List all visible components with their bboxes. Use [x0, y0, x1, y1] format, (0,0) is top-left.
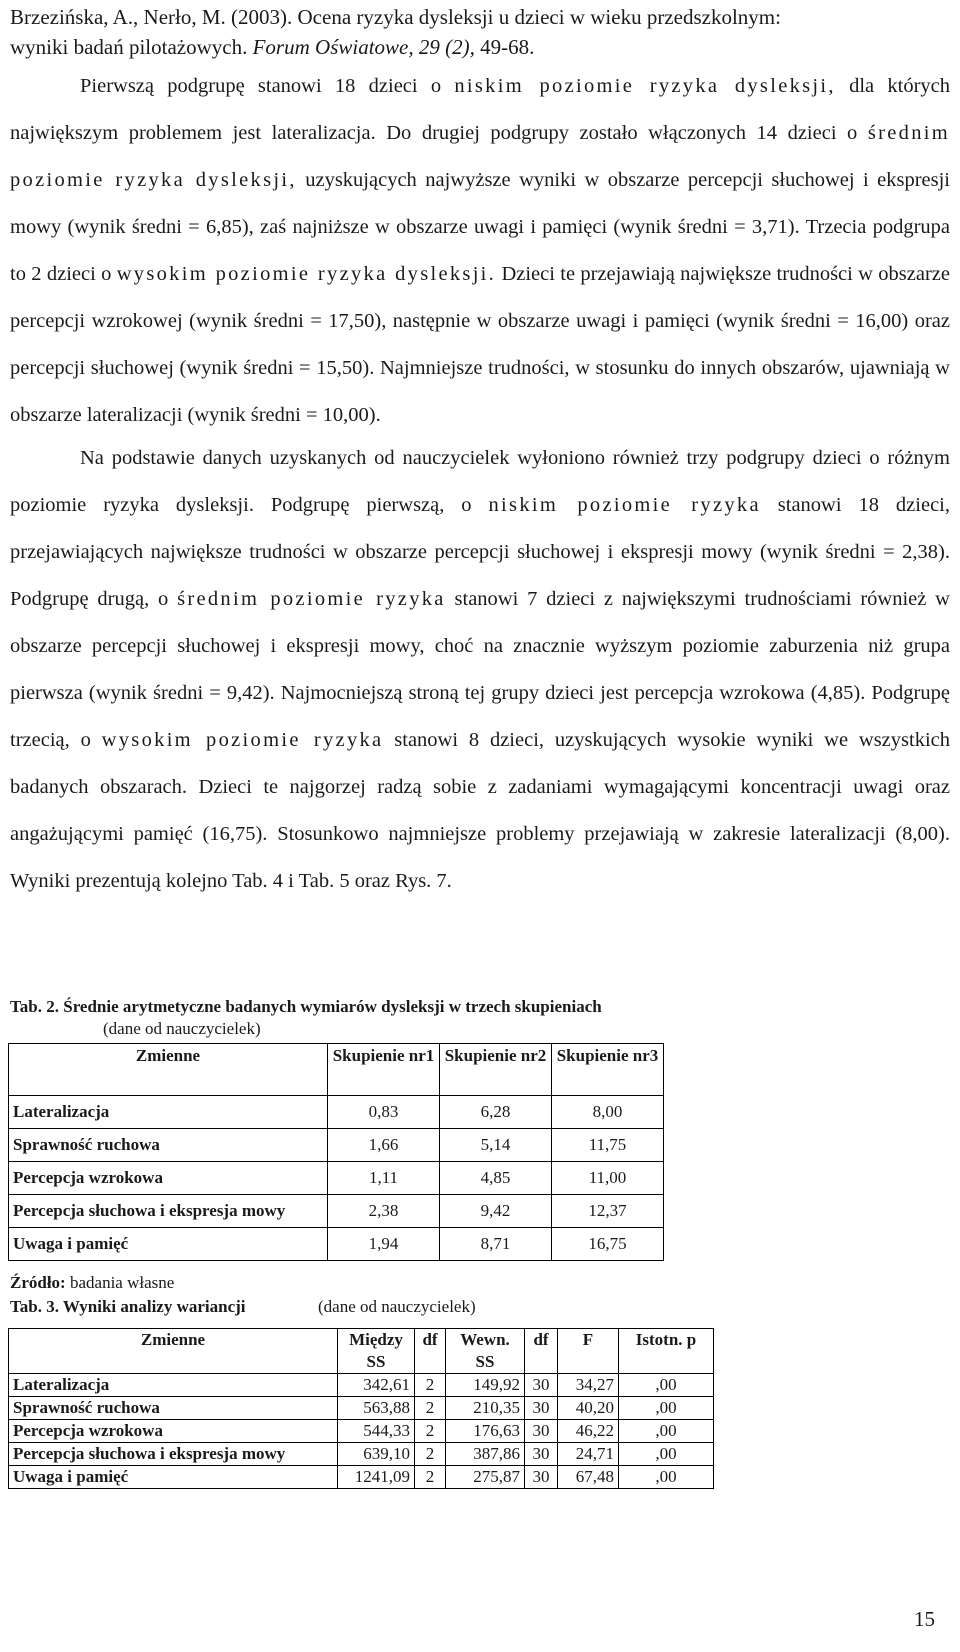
table-cell: 1,66 [328, 1129, 440, 1162]
table-cell: 12,37 [552, 1195, 664, 1228]
table-cell: ,00 [619, 1466, 714, 1489]
table-cell: 5,14 [440, 1129, 552, 1162]
table-cell: 30 [525, 1397, 558, 1420]
table-cell: 387,86 [446, 1443, 525, 1466]
table-2 [8, 1043, 664, 1261]
table-cell: 639,10 [338, 1443, 415, 1466]
table-cell: 11,75 [552, 1129, 664, 1162]
table-cell: 2 [415, 1374, 446, 1397]
table-cell: 67,48 [558, 1466, 619, 1489]
table-cell: ,00 [619, 1443, 714, 1466]
table-row [9, 1443, 714, 1466]
table-header-cell: Skupienie nr2 [440, 1044, 552, 1096]
table-cell: 4,85 [440, 1162, 552, 1195]
table-cell: 34,27 [558, 1374, 619, 1397]
table-row [9, 1162, 664, 1195]
table-cell: 8,71 [440, 1228, 552, 1261]
table-cell: Uwaga i pamięć [9, 1228, 328, 1261]
table-cell: 210,35 [446, 1397, 525, 1420]
table-3-subtitle: (dane od nauczycielek) [318, 1297, 476, 1316]
table-cell: 2 [415, 1466, 446, 1489]
table-cell: 2 [415, 1443, 446, 1466]
table-cell: Lateralizacja [9, 1096, 328, 1129]
table-cell: 176,63 [446, 1420, 525, 1443]
table-header-row [9, 1044, 664, 1096]
citation-line-1: Brzezińska, A., Nerło, M. (2003). Ocena ryzyka dysleksji u dzieci w wieku przedszkolnym: [10, 5, 781, 29]
table-cell: Percepcja wzrokowa [9, 1420, 338, 1443]
table-cell: 342,61 [338, 1374, 415, 1397]
table-2-subtitle: (dane od nauczycielek) [103, 1019, 261, 1038]
table-cell: Uwaga i pamięć [9, 1466, 338, 1489]
table-cell: 2,38 [328, 1195, 440, 1228]
table-header-cell: df [525, 1329, 558, 1374]
table-cell: Sprawność ruchowa [9, 1129, 328, 1162]
table-cell: Sprawność ruchowa [9, 1397, 338, 1420]
table-row [9, 1228, 664, 1261]
table-cell: 8,00 [552, 1096, 664, 1129]
table-header-cell: Skupienie nr1 [328, 1044, 440, 1096]
table-cell: 11,00 [552, 1162, 664, 1195]
table-cell: 16,75 [552, 1228, 664, 1261]
table-header-cell: Między SS [338, 1329, 415, 1374]
table-row [9, 1466, 714, 1489]
citation-journal: Forum Oświatowe, 29 (2), [252, 35, 475, 59]
table-row [9, 1420, 714, 1443]
table-cell: 0,83 [328, 1096, 440, 1129]
table-cell: 46,22 [558, 1420, 619, 1443]
table-row [9, 1195, 664, 1228]
source-label: Źródło: [10, 1273, 66, 1292]
table-cell: 1,94 [328, 1228, 440, 1261]
table-header-row [9, 1329, 714, 1374]
paragraph-1: Pierwszą podgrupę stanowi 18 dzieci o niskim poziomie ryzyka dysleksji, dla których największym problemem jest lateralizacja. Do drugiej podgrupy zostało włączonych 14 dzieci o średnim poziomie ryzyka dysleksji, uzyskujących najwyższe wyniki w obszarze percepcji słuchowej i ekspresji mowy (wynik średni = 6,85), zaś najniższe w obszarze uwagi i pamięci (wynik średni = 3,71). Trzecia podgrupa to 2 dzieci o wysokim poziomie ryzyka dysleksji. Dzieci te przejawiają największe trudności w obszarze percepcji wzrokowej (wynik średni = 17,50), następnie w obszarze uwagi i pamięci (wynik średni = 16,00) oraz percepcji słuchowej (wynik średni = 15,50). Najmniejsze trudności, w stosunku do innych obszarów, ujawniają w obszarze lateralizacji (wynik średni = 10,00). [10, 75, 951, 426]
table-header-cell: df [415, 1329, 446, 1374]
table-cell: Percepcja wzrokowa [9, 1162, 328, 1195]
table-cell: 6,28 [440, 1096, 552, 1129]
source-text: badania własne [69, 1273, 175, 1292]
table-cell: 544,33 [338, 1420, 415, 1443]
table-cell: 9,42 [440, 1195, 552, 1228]
table-cell: 2 [415, 1397, 446, 1420]
table-cell: Lateralizacja [9, 1374, 338, 1397]
citation-line-2 [10, 32, 950, 62]
table-row [9, 1397, 714, 1420]
table-cell: 1241,09 [338, 1466, 415, 1489]
table-header-cell: Skupienie nr3 [552, 1044, 664, 1096]
table-row [9, 1096, 664, 1129]
table-header-cell: Istotn. p [619, 1329, 714, 1374]
table-3 [8, 1328, 714, 1489]
table-cell: 40,20 [558, 1397, 619, 1420]
table-cell: 2 [415, 1420, 446, 1443]
table-cell: ,00 [619, 1420, 714, 1443]
table-3-title: Tab. 3. Wyniki analizy wariancji [10, 1297, 246, 1316]
table-row [9, 1129, 664, 1162]
table-header-cell: Zmienne [9, 1329, 338, 1374]
table-cell: 563,88 [338, 1397, 415, 1420]
citation-header [10, 2, 950, 62]
table-cell: 275,87 [446, 1466, 525, 1489]
table-cell: Percepcja słuchowa i ekspresja mowy [9, 1443, 338, 1466]
table-header-cell: Zmienne [9, 1044, 328, 1096]
table-cell: Percepcja słuchowa i ekspresja mowy [9, 1195, 328, 1228]
table-cell: ,00 [619, 1374, 714, 1397]
table-cell: 149,92 [446, 1374, 525, 1397]
table-cell: 1,11 [328, 1162, 440, 1195]
table-header-cell: Wewn. SS [446, 1329, 525, 1374]
table-cell: 30 [525, 1443, 558, 1466]
citation-title: wyniki badań pilotażowych. [10, 35, 248, 59]
table-cell: 30 [525, 1420, 558, 1443]
table-header-cell: F [558, 1329, 619, 1374]
citation-pages: 49-68. [480, 35, 535, 59]
table-cell: ,00 [619, 1397, 714, 1420]
page-number: 15 [914, 1607, 935, 1631]
source-note [10, 1273, 174, 1293]
table-row [9, 1374, 714, 1397]
paragraph-2: Na podstawie danych uzyskanych od nauczycielek wyłoniono również trzy podgrupy dzieci o różnym poziomie ryzyka dysleksji. Podgrupę pierwszą, o niskim poziomie ryzyka stanowi 18 dzieci, przejawiających największe trudności w obszarze percepcji słuchowej i ekspresji mowy (wynik średni = 2,38). Podgrupę drugą, o średnim poziomie ryzyka stanowi 7 dzieci z największymi trudnościami również w obszarze percepcji słuchowej i ekspresji mowy, choć na znacznie wyższym poziomie zaburzenia niż grupa pierwsza (wynik średni = 9,42). Najmocniejszą stroną tej grupy dzieci jest percepcja wzrokowa (4,85). Podgrupę trzecią, o wysokim poziomie ryzyka stanowi 8 dzieci, uzyskujących wysokie wyniki we wszystkich badanych obszarach. Dzieci te najgorzej radzą sobie z zadaniami wymagającymi koncentracji uwagi oraz angażującymi pamięć (16,75). Stosunkowo najmniejsze problemy przejawiają w zakresie lateralizacji (8,00). Wyniki prezentują kolejno Tab. 4 i Tab. 5 oraz Rys. 7. [10, 447, 950, 892]
table-2-title: Tab. 2. Średnie arytmetyczne badanych wymiarów dysleksji w trzech skupieniach [10, 997, 602, 1016]
table-cell: 30 [525, 1374, 558, 1397]
table-cell: 30 [525, 1466, 558, 1489]
table-cell: 24,71 [558, 1443, 619, 1466]
